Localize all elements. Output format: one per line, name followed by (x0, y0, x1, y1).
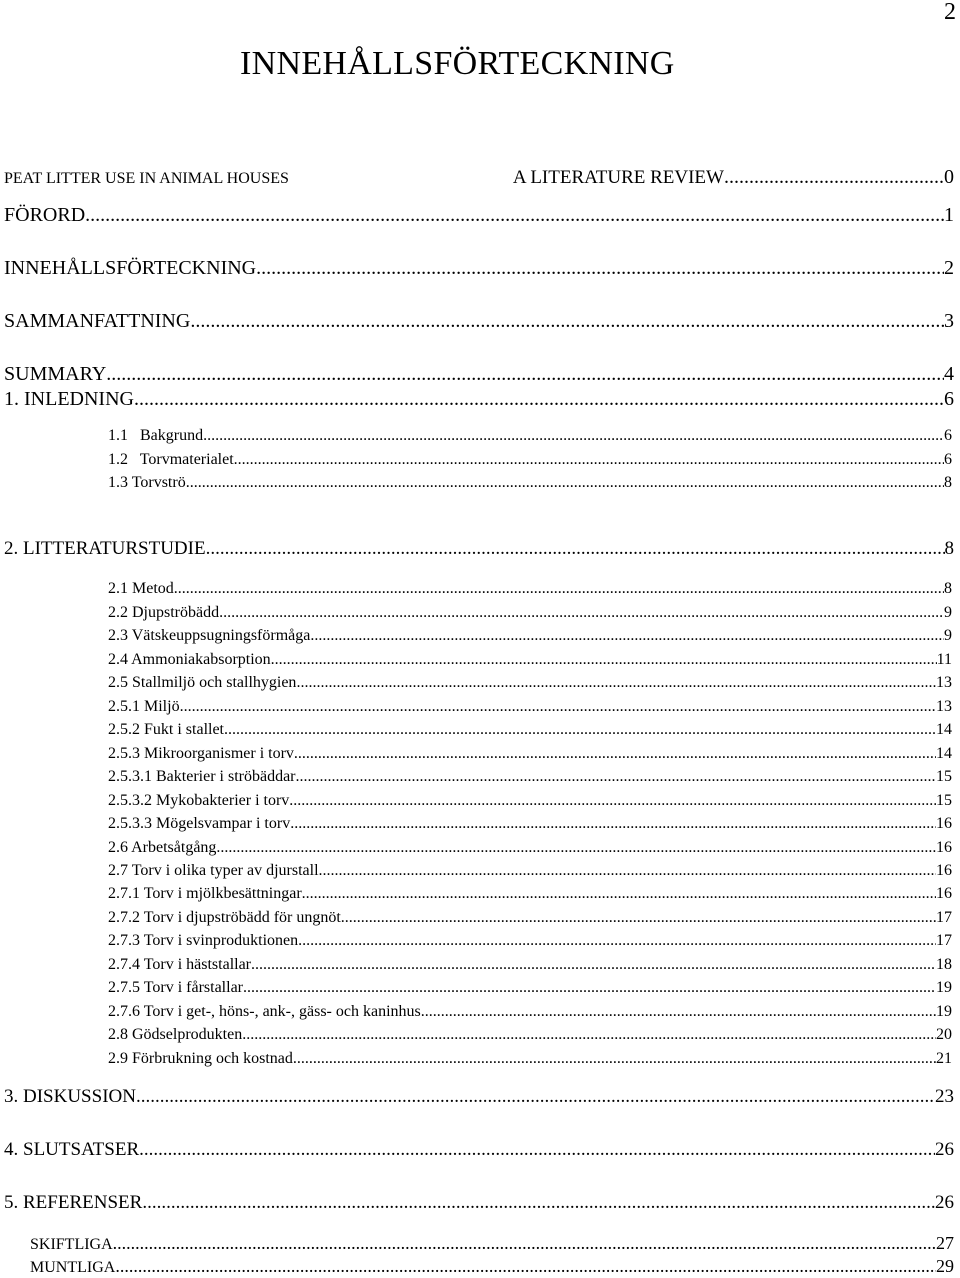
leader-dots (224, 721, 936, 739)
toc-entry-label: 1.1 Bakgrund (108, 427, 204, 444)
toc-entry-summary[interactable] (4, 363, 954, 389)
toc-entry-page: 4 (944, 363, 954, 385)
leader-dots (113, 1233, 936, 1254)
toc-entry-page: 1 (944, 204, 954, 226)
toc-entry-page: 27 (936, 1233, 954, 1253)
toc-entry-page: 3 (944, 310, 954, 332)
toc-entry-page: 29 (936, 1256, 954, 1276)
leader-dots (106, 363, 944, 386)
toc-entry-page: 14 (936, 745, 952, 762)
toc-entry-page: 13 (936, 674, 952, 691)
toc-entry-label: 2.2 Djupströbädd (108, 604, 220, 621)
leader-dots (219, 604, 944, 622)
leader-dots (341, 909, 936, 927)
toc-entry-page: 16 (936, 885, 952, 902)
leader-dots (421, 1003, 936, 1021)
leader-dots (289, 792, 936, 810)
toc-entry-svinproduktionen[interactable] (108, 932, 952, 954)
page-number: 2 (944, 0, 956, 25)
toc-entry-innehallsforteckning[interactable] (4, 257, 954, 283)
leader-dots (180, 698, 936, 716)
toc-entry-page: 21 (936, 1050, 952, 1067)
toc-entry-slutsatser[interactable] (4, 1139, 954, 1163)
toc-entry-page: 15 (936, 792, 952, 809)
toc-entry-forord[interactable] (4, 204, 954, 230)
toc-entry-page: 9 (944, 627, 952, 644)
toc-entry-label: MUNTLIGA (30, 1259, 116, 1276)
toc-entry-label: 2.7.3 Torv i svinproduktionen (108, 932, 299, 949)
toc-entry-label: 2.6 Arbetsåtgång (108, 839, 217, 856)
toc-entry-mogelsvampar[interactable] (108, 815, 952, 837)
toc-entry-page: 18 (936, 956, 952, 973)
toc-entry-page: 6 (944, 427, 952, 444)
toc-entry-forbrukning[interactable] (108, 1050, 952, 1072)
toc-entry-label: SKIFTLIGA (30, 1236, 113, 1253)
toc-entry-mjolkbesattningar[interactable] (108, 885, 952, 907)
leader-dots (206, 538, 945, 560)
leader-dots (302, 885, 936, 903)
toc-entry-label: 2.5.3.2 Mykobakterier i torv (108, 792, 290, 809)
leader-dots (294, 745, 936, 763)
toc-entry-torvmaterialet[interactable] (108, 451, 952, 473)
toc-entry-page: 8 (944, 580, 952, 597)
toc-entry-page: 8 (944, 538, 954, 559)
toc-entry-label: SUMMARY (4, 363, 107, 385)
leader-dots (271, 651, 937, 669)
toc-entry-page: 8 (944, 474, 952, 491)
leader-dots (216, 839, 936, 857)
leader-dots (85, 204, 944, 227)
toc-entry-ammoniakabsorption[interactable] (108, 651, 952, 673)
toc-entry-label: 2.3 Vätskeuppsugningsförmåga (108, 627, 311, 644)
toc-entry-page: 2 (944, 257, 954, 279)
leader-dots (296, 674, 936, 692)
toc-entry-label: 2.7.6 Torv i get-, höns-, ank-, gäss- och kaninhus (108, 1003, 421, 1020)
toc-entry-page: 16 (936, 862, 952, 879)
toc-entry-djupstrobadd[interactable] (108, 604, 952, 626)
toc-entry-page: 20 (936, 1026, 952, 1043)
toc-entry-litteraturstudie[interactable] (4, 538, 954, 562)
toc-entry-label: FÖRORD (4, 204, 86, 226)
leader-dots (139, 1139, 935, 1161)
leader-dots (136, 1086, 935, 1108)
leader-dots (243, 979, 936, 997)
toc-entry-page: 13 (936, 698, 952, 715)
leader-dots (319, 862, 936, 880)
leader-dots (242, 1026, 936, 1044)
toc-entry-ungnot[interactable] (108, 909, 952, 931)
leader-dots (256, 257, 944, 280)
toc-entry-label: 2.7.5 Torv i fårstallar (108, 979, 243, 996)
toc-entry-djurstall[interactable] (108, 862, 952, 884)
toc-entry-fukt[interactable] (108, 721, 952, 743)
toc-entry-label: 1.3 Torvströ (108, 474, 186, 491)
toc-entry-page: 6 (944, 388, 954, 410)
toc-entry-page: 16 (936, 839, 952, 856)
toc-entry-page: 15 (936, 768, 952, 785)
toc-entry-miljo[interactable] (108, 698, 952, 720)
toc-entry-mykobakterier[interactable] (108, 792, 952, 814)
toc-entry-page: 17 (936, 909, 952, 926)
toc-entry-label: SAMMANFATTNING (4, 310, 191, 332)
leader-dots (296, 768, 937, 786)
toc-entry-page: 26 (935, 1192, 954, 1213)
toc-entry-label: 2.5.3.1 Bakterier i ströbäddar (108, 768, 296, 785)
toc-entry-label: 2.5 Stallmiljö och stallhygien (108, 674, 297, 691)
leader-dots (310, 627, 944, 645)
toc-entry-page: 9 (944, 604, 952, 621)
toc-entry-torvstro[interactable] (108, 474, 952, 496)
toc-entry-label: PEAT LITTER USE IN ANIMAL HOUSES A LITERATURE REVIEW (4, 167, 724, 188)
toc-entry-page: 26 (935, 1139, 954, 1160)
leader-dots (115, 1256, 936, 1277)
leader-dots (134, 388, 944, 411)
leader-dots (186, 474, 944, 492)
toc-entry-label: 2.7.2 Torv i djupströbädd för ungnöt (108, 909, 341, 926)
leader-dots (290, 815, 936, 833)
toc-entry-page: 6 (944, 451, 952, 468)
toc-entry-vatskeuppsugningsformaga[interactable] (108, 627, 952, 649)
toc-entry-bakgrund[interactable] (108, 427, 952, 449)
toc-entry-label: 2.5.1 Miljö (108, 698, 180, 715)
toc-entry-hatststallar[interactable] (108, 956, 952, 978)
toc-entry-label: 1.2 Torvmaterialet (108, 451, 234, 468)
leader-dots (251, 956, 936, 974)
toc-entry-label: 4. SLUTSATSER (4, 1139, 140, 1160)
toc-entry-label: 2. LITTERATURSTUDIE (4, 538, 206, 559)
leader-dots (234, 451, 944, 469)
toc-entry-label: 2.8 Gödselprodukten (108, 1026, 243, 1043)
leader-dots (174, 580, 944, 598)
toc-entry-label: 2.7.4 Torv i häststallar (108, 956, 252, 973)
toc-entry-label: 2.7 Torv i olika typer av djurstall (108, 862, 319, 879)
toc-entry-label: 2.5.3.3 Mögelsvampar i torv (108, 815, 291, 832)
toc-entry-label: 5. REFERENSER (4, 1192, 143, 1213)
toc-entry-label: 3. DISKUSSION (4, 1086, 136, 1107)
toc-entry-page: 16 (936, 815, 952, 832)
toc-entry-diskussion[interactable] (4, 1086, 954, 1110)
toc-entry-farstallar[interactable] (108, 979, 952, 1001)
toc-entry-page: 17 (936, 932, 952, 949)
toc-entry-referenser[interactable] (4, 1192, 954, 1216)
toc-entry-muntliga[interactable] (30, 1256, 954, 1278)
toc-entry-label: 2.1 Metod (108, 580, 174, 597)
leader-dots (203, 427, 944, 445)
toc-entry-arbetsatgang[interactable] (108, 839, 952, 861)
toc-entry-label: 2.7.1 Torv i mjölkbesättningar (108, 885, 302, 902)
toc-entry-page: 0 (944, 166, 954, 188)
toc-entry-label: 1. INLEDNING (4, 388, 134, 410)
leader-dots (142, 1192, 935, 1214)
toc-entry-mikroorganismer[interactable] (108, 745, 952, 767)
toc-entry-page: 19 (936, 979, 952, 996)
page-title: INNEHÅLLSFÖRTECKNING (240, 45, 675, 82)
toc-entry-kaninhus[interactable] (108, 1003, 952, 1025)
toc-entry-page: 14 (936, 721, 952, 738)
leader-dots (724, 166, 944, 189)
leader-dots (293, 1050, 936, 1068)
toc-entry-skiftliga[interactable] (30, 1233, 954, 1255)
toc-entry-label: 2.9 Förbrukning och kostnad (108, 1050, 293, 1067)
leader-dots (190, 310, 944, 333)
toc-entry-label: 2.4 Ammoniakabsorption (108, 651, 271, 668)
toc-entry-metod[interactable] (108, 580, 952, 602)
toc-entry-sammanfattning[interactable] (4, 310, 954, 336)
toc-entry-peat-litter[interactable] (4, 166, 954, 192)
toc-entry-stallmiljo[interactable] (108, 674, 952, 696)
toc-entry-label: 2.5.3 Mikroorganismer i torv (108, 745, 294, 762)
toc-entry-godselprodukten[interactable] (108, 1026, 952, 1048)
toc-entry-page: 19 (936, 1003, 952, 1020)
toc-entry-label: INNEHÅLLSFÖRTECKNING (4, 257, 257, 279)
toc-entry-bakterier[interactable] (108, 768, 952, 790)
leader-dots (298, 932, 936, 950)
toc-entry-page: 11 (936, 651, 952, 668)
toc-entry-inledning[interactable] (4, 388, 954, 414)
toc-entry-page: 23 (935, 1086, 954, 1107)
toc-entry-label: 2.5.2 Fukt i stallet (108, 721, 224, 738)
